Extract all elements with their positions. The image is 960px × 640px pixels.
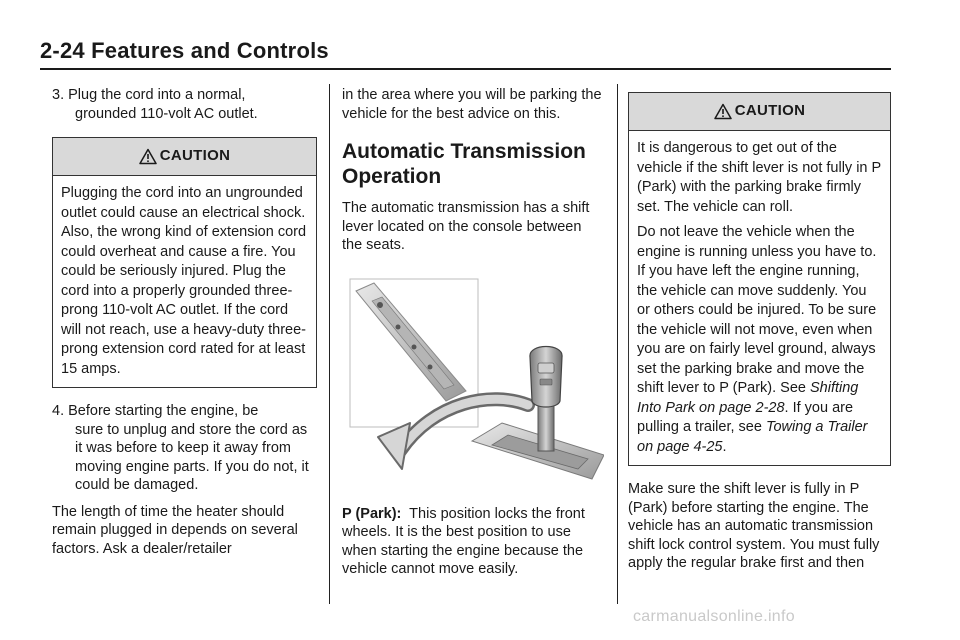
- caution-text: Plugging the cord into an ungrounded outlet could cause an electrical shock. Also, the wrong kind of extension cord could overheat and cause a fire. You could be seriously injured. Plug the cord into a properly grounded three-prong 110-volt AC outlet. If the cord will not reach, use a heavy-duty three-prong extension cord rated for at least 15 amps.: [61, 185, 307, 377]
- column-divider-2: [617, 84, 618, 604]
- list-item-4-first-line: 4. Before starting the engine, be: [52, 403, 259, 419]
- list-item-4-rest: sure to unplug and store the cord as it was before to keep it away from moving engine parts. If you do not, it could be damaged.: [75, 421, 309, 493]
- caution-box-1: [52, 137, 317, 388]
- caution-header: [53, 138, 316, 176]
- caution-label: CAUTION: [734, 102, 806, 120]
- column-divider-1: [329, 84, 330, 604]
- column-2: [342, 86, 604, 587]
- list-item-4: [52, 402, 317, 495]
- warning-triangle-icon: [139, 148, 157, 165]
- paragraph-continuation: in the area where you will be parking the vehicle for the best advice on this.: [342, 87, 602, 122]
- shift-lever-image: [342, 273, 604, 495]
- page-header: [40, 38, 890, 66]
- caution-text-c: .: [722, 438, 727, 455]
- column-1: [52, 86, 317, 566]
- cross-reference-towing-a-trailer[interactable]: Towing a Trailer on page 4-25: [637, 419, 868, 455]
- section-title: Automatic Transmission Operation: [342, 140, 586, 188]
- paragraph-shift-lock: Make sure the shift lever is fully in P (Park) before starting the engine. The vehicle has an automatic transmission shift lock control system. You must fully apply the regular brake first and then: [628, 481, 880, 571]
- list-item-3-rest: grounded 110-volt AC outlet.: [75, 105, 258, 122]
- caution-paragraph-1: It is dangerous to get out of the vehicle if the shift lever is not fully in P (Park) with the parking brake firmly set. The vehicle can roll.: [637, 140, 881, 215]
- warning-triangle-icon: [714, 103, 732, 120]
- watermark: carmanualsonline.info: [633, 608, 795, 625]
- shift-lever-illustration: [342, 273, 604, 495]
- column-3: [628, 86, 891, 581]
- caution-body: [629, 131, 890, 465]
- park-description: This position locks the front wheels. It is the best position to use when starting the engine because the vehicle cannot move easily.: [342, 505, 585, 577]
- caution-text-a: Do not leave the vehicle when the engine is running unless you have to. If you have left the engine running, the vehicle can move suddenly. You or others could be injured. To be sure the vehicle will not move, even when you are on fairly level ground, always set the parking brake and move the shift lever to P (Park). See: [637, 224, 877, 396]
- paragraph-heater-time: The length of time the heater should remain plugged in depends on several factors. Ask a dealer/retailer: [52, 503, 298, 557]
- caution-text-b: . If you are pulling a trailer, see: [637, 399, 854, 435]
- caution-box-2: [628, 92, 891, 466]
- caution-label: CAUTION: [159, 147, 231, 165]
- paragraph-park: [342, 505, 604, 579]
- list-item-3-first-line: 3. Plug the cord into a normal,: [52, 87, 246, 103]
- paragraph-intro: The automatic transmission has a shift lever located on the console between the seats.: [342, 200, 590, 253]
- list-item-3: [52, 86, 317, 123]
- caution-header: [629, 93, 890, 131]
- cross-reference-shifting-into-park[interactable]: Shifting Into Park on page 2-28: [637, 380, 859, 416]
- caution-body: [53, 176, 316, 387]
- header-rule: [40, 68, 891, 70]
- park-term: P (Park):: [342, 505, 402, 522]
- caution-paragraph-2: [637, 223, 882, 457]
- page-title: 2-24 Features and Controls: [40, 38, 329, 63]
